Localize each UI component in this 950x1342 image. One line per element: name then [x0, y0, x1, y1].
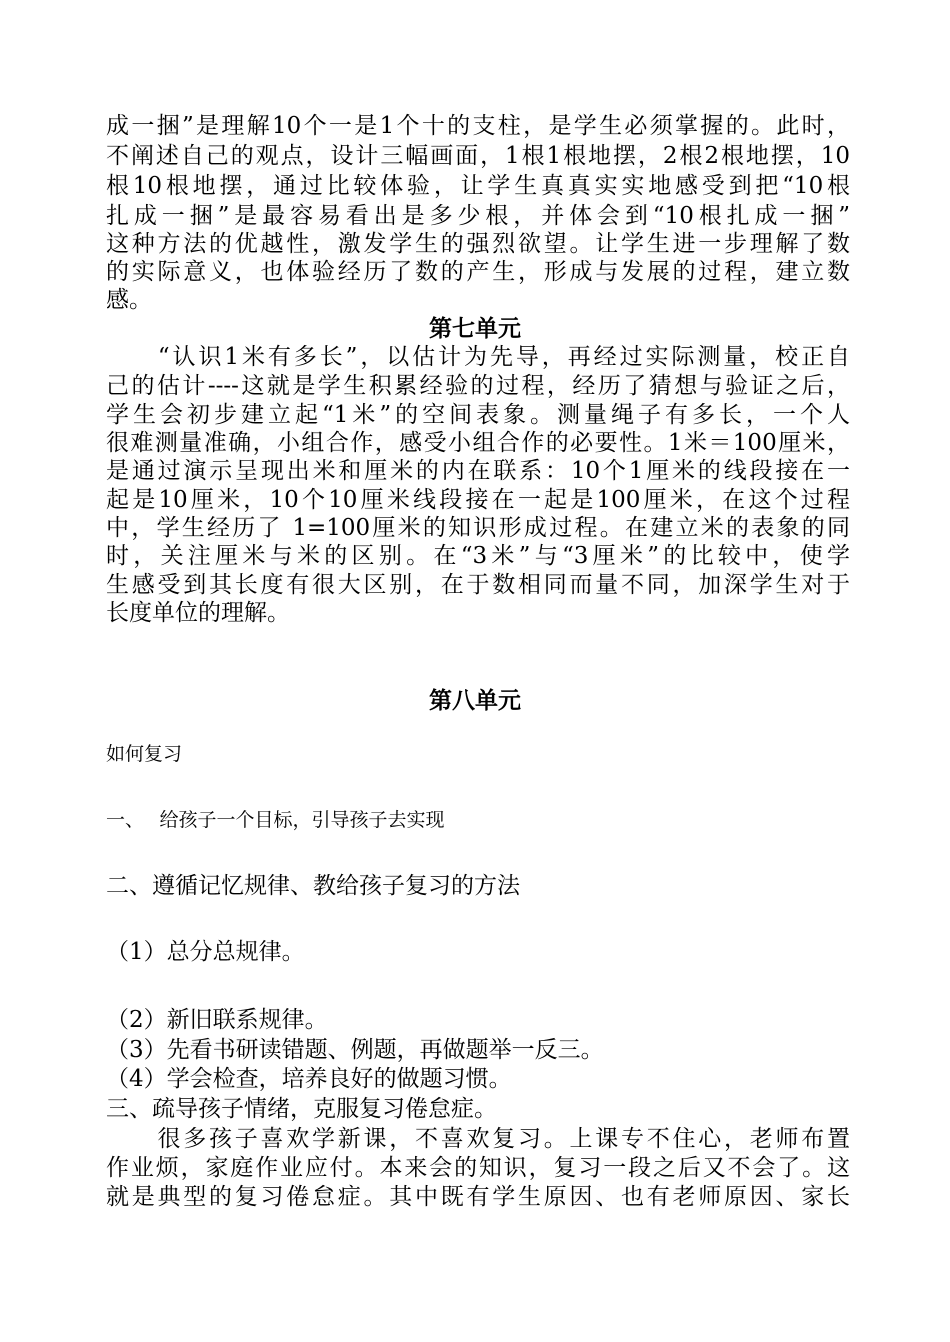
paragraph-line: 长度单位的理解。	[106, 600, 290, 626]
paragraph-line: 是通过演示呈现出米和厘米的内在联系：10个1厘米的线段接在一	[106, 458, 850, 484]
paragraph-line: 己的估计----这就是学生积累经验的过程，经历了猜想与验证之后，	[106, 373, 850, 399]
sub-item: （2）新旧联系规律。	[106, 1007, 328, 1033]
paragraph-line: 感。	[106, 287, 152, 313]
paragraph-line: 生感受到其长度有很大区别，在于数相同而量不同，加深学生对于	[106, 572, 850, 598]
section-heading-8: 第八单元	[429, 687, 521, 714]
section-heading-7: 第七单元	[429, 315, 521, 342]
paragraph-line: 根10根地摆，通过比较体验，让学生真真实实地感受到把“10根	[106, 173, 850, 199]
paragraph-line: 学生会初步建立起“1米”的空间表象。测量绳子有多长，一个人	[106, 402, 850, 428]
sub-item: （3）先看书研读错题、例题，再做题举一反三。	[106, 1037, 604, 1063]
paragraph-line: 很多孩子喜欢学新课，不喜欢复习。上课专不住心，老师布置	[106, 1126, 850, 1152]
paragraph-line: 作业烦，家庭作业应付。本来会的知识，复习一段之后又不会了。这	[106, 1155, 850, 1181]
paragraph-line: 时，关注厘米与米的区别。在“3米”与“3厘米”的比较中，使学	[106, 543, 850, 569]
paragraph-line: 中，学生经历了 1=100厘米的知识形成过程。在建立米的表象的同	[106, 515, 850, 541]
paragraph-line: 就是典型的复习倦怠症。其中既有学生原因、也有老师原因、家长	[106, 1184, 850, 1210]
review-title: 如何复习	[106, 743, 183, 765]
list-item: 三、疏导孩子情绪，克服复习倦怠症。	[106, 1096, 497, 1122]
paragraph-line: 很难测量准确，小组合作，感受小组合作的必要性。1米＝100厘米，	[106, 430, 850, 456]
paragraph-line: 的实际意义，也体验经历了数的产生，形成与发展的过程，建立数	[106, 259, 850, 285]
paragraph-line: 起是10厘米，10个10厘米线段接在一起是100厘米，在这个过程	[106, 487, 850, 513]
paragraph-line: 这种方法的优越性，激发学生的强烈欲望。让学生进一步理解了数	[106, 231, 850, 257]
paragraph-line: 成一捆”是理解10个一是1个十的支柱，是学生必须掌握的。此时，	[106, 113, 850, 139]
list-item: 二、遵循记忆规律、教给孩子复习的方法	[106, 873, 520, 899]
sub-item: （1）总分总规律。	[106, 939, 305, 965]
paragraph-line: 扎成一捆”是最容易看出是多少根，并体会到“10根扎成一捆”	[106, 203, 850, 229]
list-item: 一、 给孩子一个目标，引导孩子去实现	[106, 809, 445, 831]
paragraph-line: “认识1米有多长”，以估计为先导，再经过实际测量，校正自	[106, 344, 850, 370]
sub-item: （4）学会检查，培养良好的做题习惯。	[106, 1066, 512, 1092]
paragraph-line: 不阐述自己的观点，设计三幅画面，1根1根地摆，2根2根地摆，10	[106, 143, 850, 169]
